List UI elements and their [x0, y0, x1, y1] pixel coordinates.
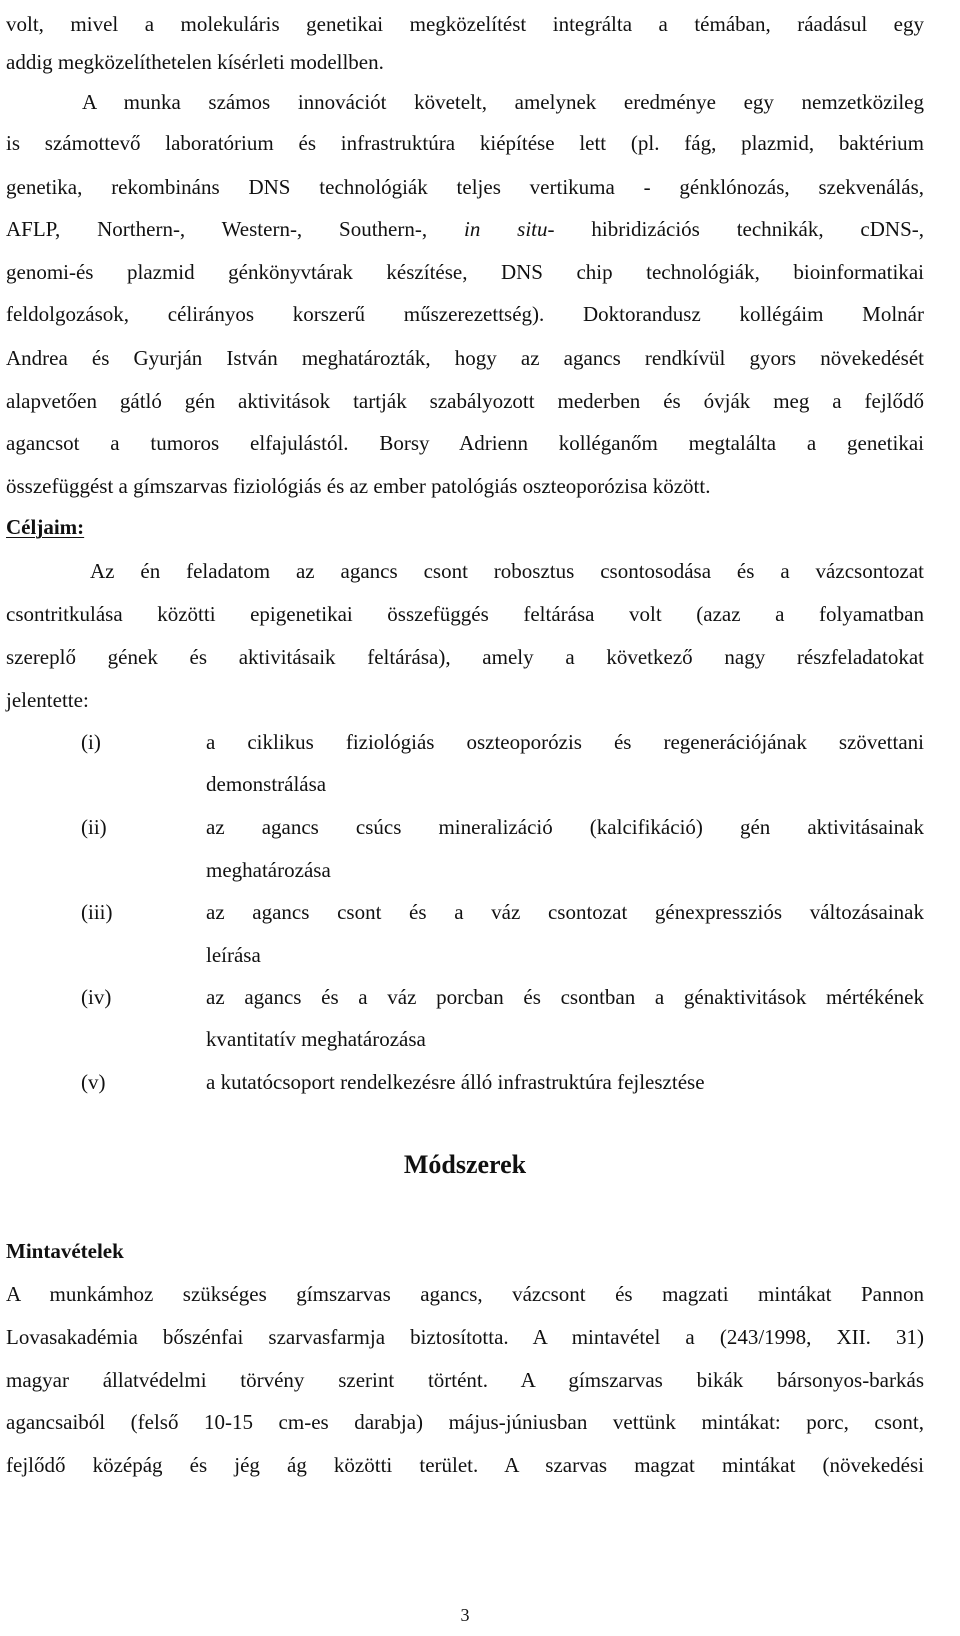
intro-line: volt, mivel a molekuláris genetikai megközelítést integrálta a témában, ráadásul egy	[6, 12, 924, 36]
aim-item-text: az agancs csont és a váz csontozat génexpressziós változásainak	[206, 900, 924, 924]
intro-line: genomi-és plazmid génkönyvtárak készítése, DNS chip technológiák, bioinformatikai	[6, 260, 924, 284]
intro-line: agancsot a tumoros elfajulástól. Borsy Adrienn kolléganőm megtalálta a genetikai	[6, 431, 924, 455]
aim-item-number: (i)	[81, 730, 101, 754]
aim-item-text: kvantitatív meghatározása	[206, 1027, 426, 1051]
aim-item-text: leírása	[206, 943, 261, 967]
aim-item-number: (ii)	[81, 815, 107, 839]
intro-line-part: hibridizációs technikák, cDNS-,	[591, 217, 925, 241]
aim-item-text: demonstrálása	[206, 772, 327, 796]
section-title: Módszerek	[403, 1150, 527, 1179]
aim-item-number: (iv)	[81, 985, 112, 1009]
intro-line: alapvetően gátló gén aktivitások tartják szabályozott mederben és óvják meg a fejlődő	[6, 389, 924, 413]
intro-line: feldolgozások, célirányos korszerű műszerezettség). Doktorandusz kollégáim Molnár	[6, 302, 924, 326]
intro-line-part: AFLP, Northern-, Western-, Southern-,	[6, 217, 428, 241]
aims-line: Az én feladatom az agancs csont robosztus csontosodása és a vázcsontozat	[90, 559, 924, 583]
methods-line: fejlődő középág és jég ág közötti terület. A szarvas magzat mintákat (növekedési	[6, 1453, 924, 1477]
intro-line: Andrea és Gyurján István meghatározták, hogy az agancs rendkívül gyors növekedését	[6, 346, 924, 370]
methods-line: magyar állatvédelmi törvény szerint történt. A gímszarvas bikák bársonyos-barkás	[6, 1368, 924, 1392]
intro-line: is számottevő laboratórium és infrastruktúra kiépítése lett (pl. fág, plazmid, baktérium	[6, 131, 924, 155]
aim-item-text: az agancs és a váz porcban és csontban a génaktivitások mértékének	[206, 985, 924, 1009]
aim-item-number: (v)	[81, 1070, 106, 1094]
intro-line: összefüggést a gímszarvas fiziológiás és az ember patológiás oszteoporózisa között.	[6, 474, 711, 498]
methods-line: A munkámhoz szükséges gímszarvas agancs, vázcsont és magzati mintákat Pannon	[6, 1282, 924, 1306]
aims-line: szereplő gének és aktivitásaik feltárása), amely a következő nagy részfeladatokat	[6, 645, 924, 669]
intro-line-mixed	[6, 207, 924, 251]
aims-line: csontritkulása közötti epigenetikai összefüggés feltárása volt (azaz a folyamatban	[6, 602, 924, 626]
intro-line: addig megközelíthetelen kísérleti modellben.	[6, 50, 384, 74]
intro-line: A munka számos innovációt követelt, amelynek eredménye egy nemzetközileg	[82, 90, 924, 114]
aim-item-text: az agancs csúcs mineralizáció (kalcifikáció) gén aktivitásainak	[206, 815, 924, 839]
methods-line: agancsaiból (felső 10-15 cm-es darabja) május-júniusban vettünk mintákat: porc, csont,	[6, 1410, 924, 1434]
methods-subheading: Mintavételek	[6, 1239, 124, 1263]
aims-heading: Céljaim:	[6, 515, 85, 539]
intro-line-italic: in situ-	[463, 217, 555, 241]
intro-line: genetika, rekombináns DNS technológiák teljes vertikuma - génklónozás, szekvenálás,	[6, 175, 924, 199]
aim-item-number: (iii)	[81, 900, 113, 924]
aim-item-text: a kutatócsoport rendelkezésre álló infrastruktúra fejlesztése	[206, 1070, 705, 1094]
aims-line: jelentette:	[6, 688, 89, 712]
aim-item-text: meghatározása	[206, 858, 331, 882]
methods-line: Lovasakadémia bőszénfai szarvasfarmja biztosította. A mintavétel a (243/1998, XII. 31)	[6, 1325, 924, 1349]
page-number: 3	[460, 1605, 470, 1625]
aim-item-text: a ciklikus fiziológiás oszteoporózis és regenerációjának szövettani	[206, 730, 924, 754]
